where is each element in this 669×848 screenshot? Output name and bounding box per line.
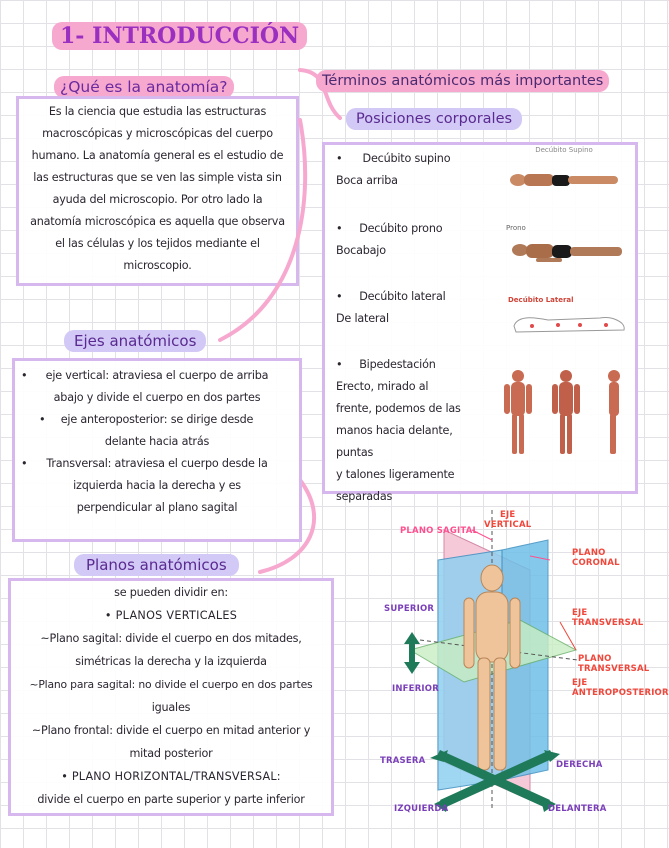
axis-item	[17, 453, 297, 519]
label-line: CORONAL	[572, 558, 620, 568]
axis-line: izquierda hacia la derecha y es	[73, 479, 241, 492]
label-line: EJE	[572, 608, 588, 618]
planes-line: mitad posterior	[129, 747, 213, 760]
lateral-image	[508, 296, 632, 342]
planes-line: divide el cuerpo en parte superior y parte inferior	[37, 793, 305, 806]
label-izquierda: IZQUIERDA	[394, 804, 449, 814]
terms-heading	[316, 70, 609, 92]
planes-line: iguales	[151, 701, 191, 714]
anatomy-heading-text: ¿Qué es la anatomía?	[60, 78, 228, 96]
anatomy-line: el las células y los tejidos mediante el	[55, 237, 260, 250]
anatomy-line: las estructuras que se ven las simple vista sin	[33, 171, 282, 184]
planes-line: • PLANO HORIZONTAL/TRANSVERSAL:	[61, 770, 281, 783]
position-name: Decúbito prono	[359, 222, 443, 235]
position-item	[336, 218, 486, 262]
axis-line: delante hacia atrás	[104, 435, 210, 448]
anatomy-line: humano. La anatomía general es el estudio de	[31, 149, 284, 162]
muscle-figures-icon	[496, 366, 632, 462]
standing-image	[496, 366, 632, 462]
page-title-text: 1- INTRODUCCIÓN	[60, 23, 300, 49]
planes-line: • PLANOS VERTICALES	[104, 609, 238, 622]
label-eje-transversal	[572, 608, 643, 628]
axis-line: abajo y divide el cuerpo en dos partes	[53, 391, 261, 404]
planes-heading-text: Planos anatómicos	[86, 556, 227, 574]
position-desc: y talones ligeramente	[336, 468, 455, 481]
positions-heading-text: Posiciones corporales	[356, 111, 513, 127]
planes-line: simétricas la derecha y la izquierda	[75, 655, 267, 668]
prone-figure-icon	[506, 232, 626, 266]
position-item	[336, 148, 486, 192]
label-derecha: DERECHA	[556, 760, 603, 770]
position-item	[336, 354, 486, 508]
anatomy-line: microscopio.	[123, 259, 192, 272]
anatomy-box	[16, 96, 299, 286]
terms-heading-text: Términos anatómicos más importantes	[322, 73, 604, 89]
anatomy-line: anatomía microscópica es aquella que observa	[30, 215, 285, 228]
label-line: EJE	[499, 510, 516, 520]
planes-line: ~Plano frontal: divide el cuerpo en mitad anterior y	[31, 724, 311, 737]
label-inferior: INFERIOR	[392, 684, 439, 694]
anatomy-line: Es la ciencia que estudia las estructuras	[48, 105, 267, 118]
position-desc: Boca arriba	[336, 174, 398, 187]
position-desc: De lateral	[336, 312, 389, 325]
label-line: EJE	[572, 678, 588, 688]
axis-item	[17, 365, 297, 409]
supine-image	[500, 146, 628, 196]
position-name: Bipedestación	[359, 358, 436, 371]
axis-line: eje vertical: atraviesa el cuerpo de arriba	[45, 369, 269, 382]
bullet: •	[336, 290, 343, 303]
label-line: VERTICAL	[484, 520, 532, 530]
label-line: TRANSVERSAL	[578, 664, 650, 674]
anatomy-line: macroscópicas y microscópicas del cuerpo	[42, 127, 273, 140]
axes-box	[12, 358, 302, 542]
planes-line: se pueden dividir en:	[114, 586, 228, 599]
axis-item	[17, 409, 297, 453]
label-line: ANTEROPOSTERIOR	[572, 688, 669, 698]
position-name: Decúbito supino	[362, 152, 451, 165]
axis-line: perpendicular al plano sagital	[76, 501, 238, 514]
supine-figure-icon	[500, 154, 628, 194]
image-caption: Prono	[506, 224, 526, 232]
axes-heading	[64, 330, 206, 352]
prone-image	[506, 224, 626, 268]
bullet: •	[21, 457, 28, 470]
position-desc: frente, podemos de las	[336, 402, 461, 415]
position-name: Decúbito lateral	[359, 290, 446, 303]
position-desc: Erecto, mirado al	[336, 380, 429, 393]
anatomy-text	[19, 101, 296, 277]
planes-box	[8, 578, 334, 816]
axis-line: Transversal: atraviesa el cuerpo desde la	[46, 457, 268, 470]
page-title	[52, 22, 307, 50]
image-caption: Decúbito Supino	[535, 146, 593, 154]
label-plano-coronal	[572, 548, 620, 568]
planes-diagram	[380, 500, 669, 830]
axis-line: eje anteroposterior: se dirige desde	[60, 413, 254, 426]
image-caption: Decúbito Lateral	[508, 296, 574, 304]
anatomy-line: ayuda del microscopio. Por otro lado la	[52, 193, 263, 206]
label-eje-vertical	[484, 510, 531, 530]
position-desc: manos hacia delante, puntas	[336, 424, 453, 459]
bullet: •	[39, 413, 46, 426]
label-delantera: DELANTERA	[548, 804, 607, 814]
label-plano-transversal	[578, 654, 649, 674]
anatomy-heading	[54, 76, 234, 98]
planes-heading	[74, 554, 239, 576]
planes-line: ~Plano sagital: divide el cuerpo en dos mitades,	[40, 632, 302, 645]
position-desc: separadas	[336, 490, 393, 503]
bullet: •	[21, 369, 28, 382]
positions-heading	[346, 108, 522, 130]
label-line: PLANO	[578, 654, 612, 664]
bullet: •	[336, 152, 343, 165]
label-plano-sagital: PLANO SAGITAL	[400, 526, 479, 536]
position-item	[336, 286, 486, 330]
label-superior: SUPERIOR	[384, 604, 435, 614]
label-trasera: TRASERA	[380, 756, 426, 766]
label-line: TRANSVERSAL	[572, 618, 644, 628]
position-desc: Bocabajo	[336, 244, 386, 257]
lateral-figure-icon	[508, 304, 632, 340]
bullet: •	[336, 222, 343, 235]
bullet: •	[336, 358, 343, 371]
planes-line: ~Plano para sagital: no divide el cuerpo en dos partes	[29, 678, 313, 691]
label-line: PLANO	[572, 548, 606, 558]
label-eje-anteroposterior	[572, 678, 669, 698]
axes-heading-text: Ejes anatómicos	[74, 332, 197, 350]
